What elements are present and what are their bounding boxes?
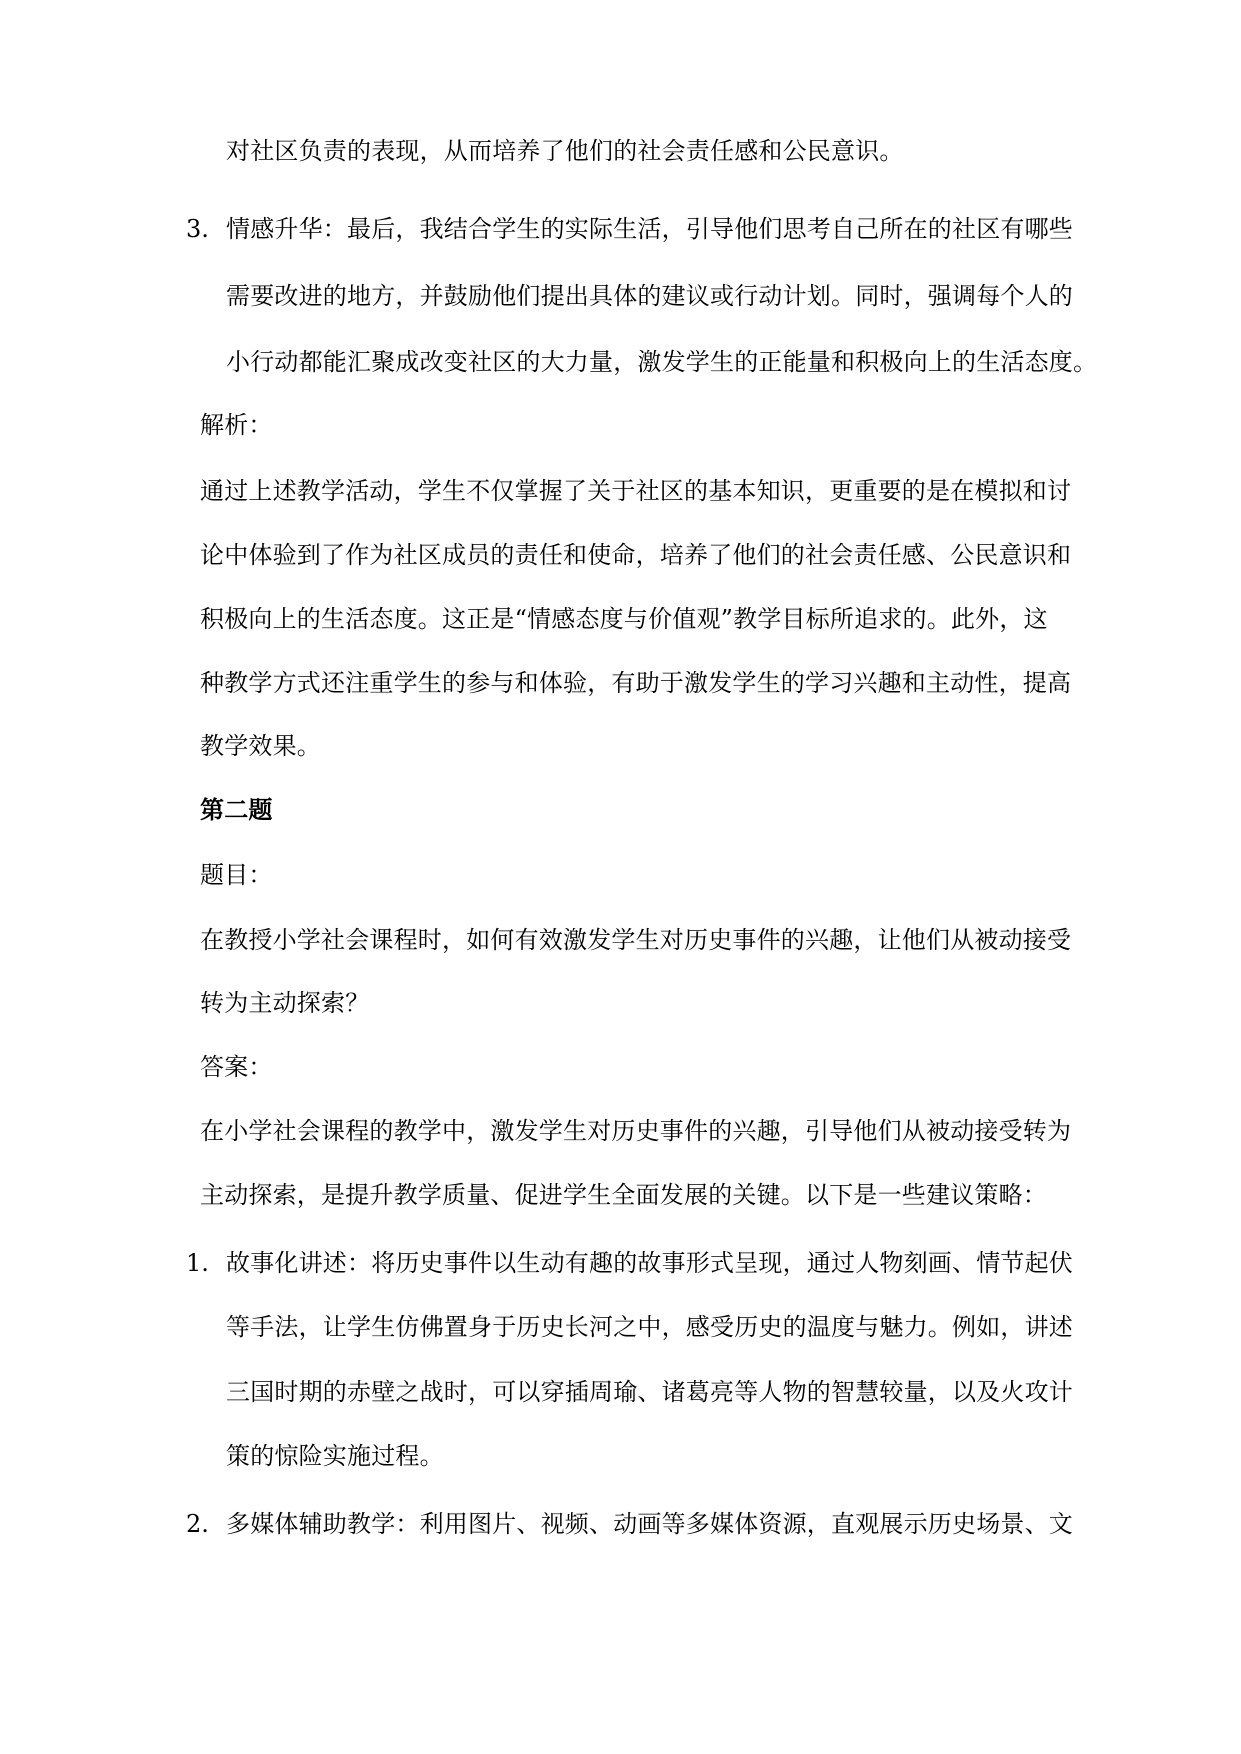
list-item-line: 需要改进的地方，并鼓励他们提出具体的建议或行动计划。同时，强调每个人的 bbox=[226, 282, 1073, 310]
list-item-line: 情感升华：最后，我结合学生的实际生活，引导他们思考自己所在的社区有哪些 bbox=[226, 215, 1073, 243]
list-item-number: 2. bbox=[186, 1510, 209, 1538]
paragraph-line: 种教学方式还注重学生的参与和体验，有助于激发学生的学习兴趣和主动性，提高 bbox=[200, 669, 1072, 697]
list-item-line: 策的惊险实施过程。 bbox=[226, 1442, 444, 1470]
list-item-line: 故事化讲述：将历史事件以生动有趣的故事形式呈现，通过人物刻画、情节起伏 bbox=[226, 1249, 1073, 1277]
list-item-line: 小行动都能汇聚成改变社区的大力量，激发学生的正能量和积极向上的生活态度。 bbox=[226, 348, 1098, 376]
paragraph-line: 在小学社会课程的教学中，激发学生对历史事件的兴趣，引导他们从被动接受转为 bbox=[200, 1117, 1072, 1145]
paragraph-line: 通过上述教学活动，学生不仅掌握了关于社区的基本知识，更重要的是在模拟和讨 bbox=[200, 477, 1072, 505]
paragraph-line: 转为主动探索？ bbox=[200, 989, 370, 1017]
answer-label: 答案： bbox=[200, 1053, 273, 1081]
paragraph-line: 论中体验到了作为社区成员的责任和使命，培养了他们的社会责任感、公民意识和 bbox=[200, 541, 1072, 569]
list-item-line: 多媒体辅助教学：利用图片、视频、动画等多媒体资源，直观展示历史场景、文 bbox=[226, 1510, 1073, 1538]
paragraph-line: 积极向上的生活态度。这正是“情感态度与价值观”教学目标所追求的。此外，这 bbox=[200, 605, 1048, 633]
list-item-line: 三国时期的赤壁之战时，可以穿插周瑜、诸葛亮等人物的智慧较量，以及火攻计 bbox=[226, 1378, 1073, 1406]
paragraph-line: 主动探索，是提升教学质量、促进学生全面发展的关键。以下是一些建议策略： bbox=[200, 1181, 1047, 1209]
list-item-number: 1. bbox=[186, 1249, 209, 1277]
analysis-label: 解析： bbox=[200, 411, 273, 439]
continuation-line: 对社区负责的表现，从而培养了他们的社会责任感和公民意识。 bbox=[226, 137, 904, 165]
paragraph-line: 教学效果。 bbox=[200, 732, 321, 760]
list-item-number: 3. bbox=[186, 215, 209, 243]
question-label: 题目： bbox=[200, 861, 273, 889]
paragraph-line: 在教授小学社会课程时，如何有效激发学生对历史事件的兴趣，让他们从被动接受 bbox=[200, 926, 1072, 954]
list-item-line: 等手法，让学生仿佛置身于历史长河之中，感受历史的温度与魅力。例如，讲述 bbox=[226, 1313, 1073, 1341]
section-heading: 第二题 bbox=[200, 795, 273, 824]
